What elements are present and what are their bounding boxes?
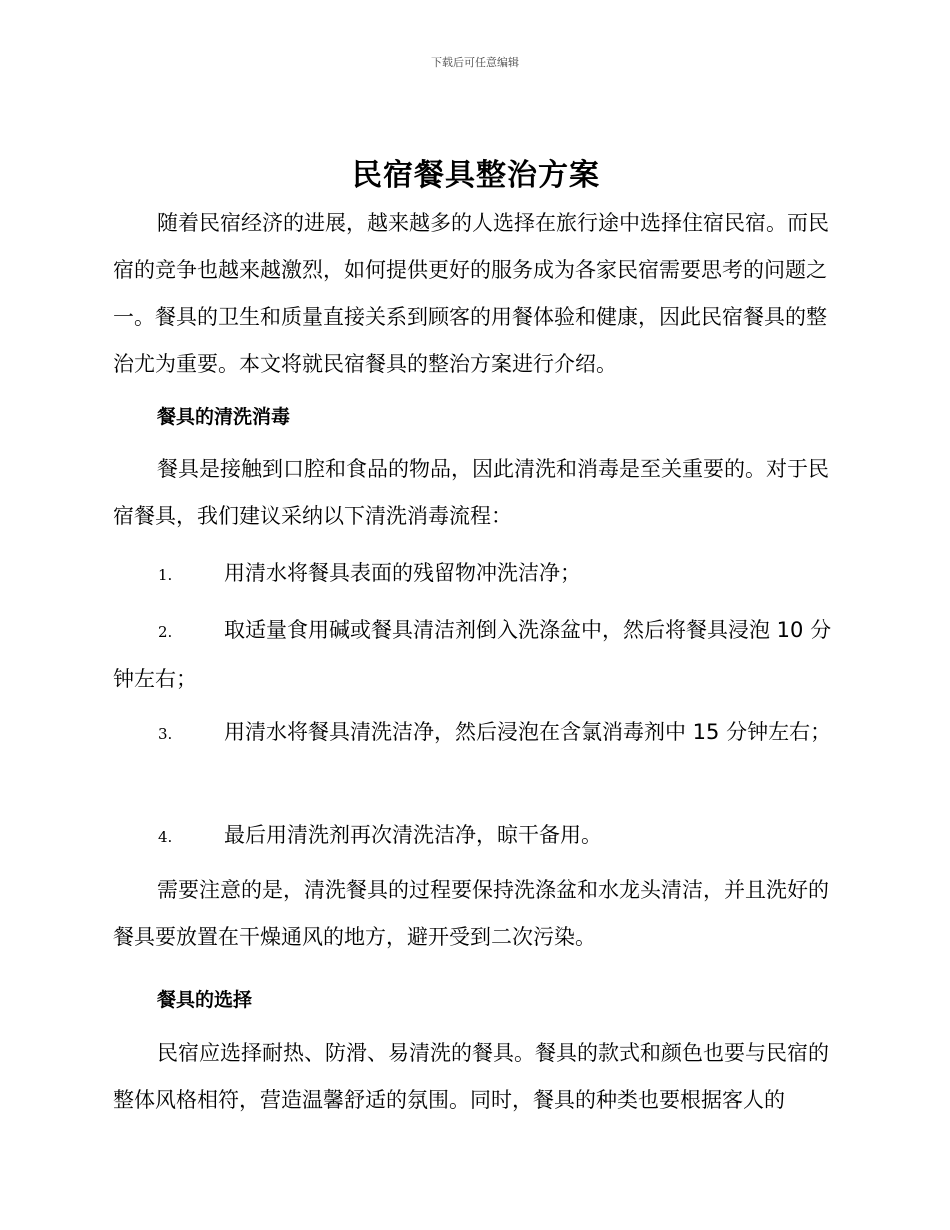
document-title: 民宿餐具整治方案 <box>352 158 600 193</box>
list-item <box>113 550 833 599</box>
list-item <box>113 607 833 703</box>
list-text: 用清水将餐具表面的残留物冲洗洁净； <box>224 561 581 585</box>
intro-paragraph: 随着民宿经济的进展，越来越多的人选择在旅行途中选择住宿民宿。而民宿的竞争也越来越激烈，如何提供更好的服务成为各家民宿需要思考的问题之一。餐具的卫生和质量直接关系到顾客的用餐体验和健康，因此民宿餐具的整治尤为重要。本文将就民宿餐具的整治方案进行介绍。 <box>113 211 829 376</box>
list-item <box>113 709 833 758</box>
cleaning-paragraph: 餐具是接触到口腔和食品的物品，因此清洗和消毒是至关重要的。对于民宿餐具，我们建议采纳以下清洗消毒流程： <box>113 457 829 528</box>
list-number: 1. <box>158 566 173 584</box>
list-text: 取适量食用碱或餐具清洁剂倒入洗涤盆中，然后将餐具浸泡 10 分钟左右； <box>113 618 832 691</box>
selection-paragraph: 民宿应选择耐热、防滑、易清洗的餐具。餐具的款式和颜色也要与民宿的整体风格相符，营造温馨舒适的氛围。同时，餐具的种类也要根据客人的 <box>113 1041 829 1112</box>
section-heading-selection: 餐具的选择 <box>157 989 253 1011</box>
list-number: 4. <box>158 828 173 846</box>
cleaning-note-paragraph: 需要注意的是，清洗餐具的过程要保持洗涤盆和水龙头清洁，并且洗好的餐具要放置在干燥通风的地方，避开受到二次污染。 <box>113 878 829 949</box>
list-text: 用清水将餐具清洗洁净，然后浸泡在含氯消毒剂中 15 分钟左右； <box>224 720 832 744</box>
section-heading-cleaning: 餐具的清洗消毒 <box>157 406 291 428</box>
list-number: 2. <box>158 623 173 641</box>
list-number: 3. <box>158 725 173 743</box>
list-text: 最后用清洗剂再次清洗洁净，晾干备用。 <box>224 823 602 847</box>
list-item <box>113 812 833 861</box>
header-note: 下载后可任意编辑 <box>431 56 519 69</box>
